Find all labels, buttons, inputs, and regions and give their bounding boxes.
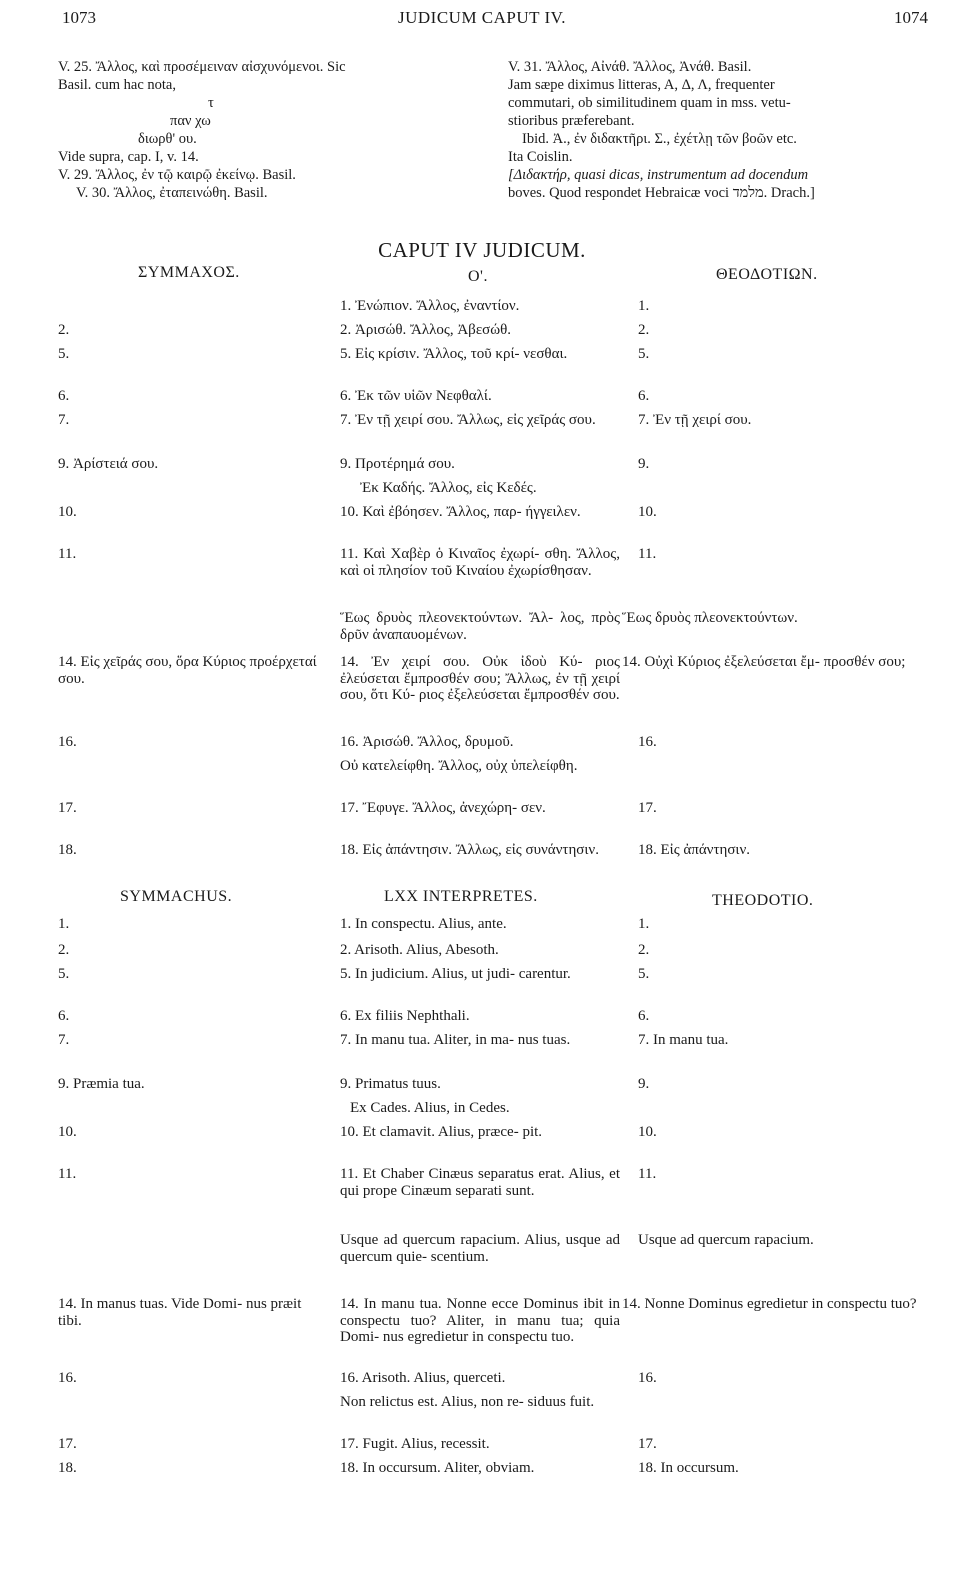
theodotion-cell: Ἕως δρυὸς πλεονεκτούντων. [622,610,798,626]
lxx-cell: 14. In manu tua. Nonne ecce Dominus ibit in conspectu tuo? Aliter, in manu tua; quia Domi- nus egredietur in conspectu tuo. [340,1296,620,1345]
symmachus-cell: 9. Ἀρίστειά σου. [58,456,159,472]
lxx-cell: 16. Ἀρισώθ. Ἄλλος, δρυμοῦ. [340,734,514,750]
lxx-cell: Usque ad quercum rapacium. Alius, usque ad quercum quie- scentium. [340,1232,620,1265]
theodotion-cell: 6. [638,1008,650,1024]
theodotion-cell: 7. In manu tua. [638,1032,729,1048]
latin-head-theodotion: THEODOTIO. [712,892,814,909]
lxx-cell: 1. In conspectu. Alius, ante. [340,916,507,932]
theodotion-cell: 1. [638,916,650,932]
note-line: V. 25. Ἄλλος, καὶ προσέμειναν αἰσχυνόμενοι. Sic [58,59,346,75]
note-line: stioribus præferebant. [508,113,635,129]
note-line: Ibid. Ἀ., ἐν διδακτῆρι. Σ., ἐχέτλῃ τῶν βοῶν etc. [522,131,797,147]
theodotion-cell: 18. Εἰς ἀπάντησιν. [638,842,750,858]
note-line: Jam sæpe diximus litteras, A, Δ, Λ, frequenter [508,77,775,93]
theodotion-cell: 2. [638,942,650,958]
running-title: JUDICUM CAPUT IV. [398,8,566,27]
greek-head-symmachus: ΣΥΜΜΑΧΟΣ. [138,264,240,281]
note-line: παν χω [170,113,211,129]
symmachus-cell: 9. Præmia tua. [58,1076,145,1092]
lxx-cell: 10. Et clamavit. Alius, præce- pit. [340,1124,543,1140]
symmachus-cell: 11. [58,1166,77,1182]
symmachus-cell: 17. [58,800,77,816]
symmachus-cell: 16. [58,734,77,750]
theodotion-cell: 2. [638,322,650,338]
latin-head-symmachus: SYMMACHUS. [120,888,233,905]
lxx-cell: 11. Et Chaber Cinæus separatus erat. Alius, et qui prope Cinæum separati sunt. [340,1166,620,1199]
symmachus-cell: 14. In manus tuas. Vide Domi- nus præit tibi. [58,1296,302,1329]
symmachus-cell: 7. [58,412,70,428]
note-line: τ [208,95,214,111]
theodotion-cell: 1. [638,298,650,314]
lxx-cell: 10. Καὶ ἐβόησεν. Ἄλλος, παρ- ήγγειλεν. [340,504,581,520]
notes-left [58,58,478,202]
theodotion-cell: 5. [638,966,650,982]
note-line: Basil. cum hac nota, [58,77,176,93]
lxx-cell: 16. Arisoth. Alius, querceti. [340,1370,506,1386]
theodotion-cell: 5. [638,346,650,362]
theodotion-cell: 17. [638,1436,657,1452]
lxx-cell: 11. Καὶ Χαβὲρ ὁ Κιναῖος ἐχωρί- σθη. Ἄλλος, καὶ οἱ πλησίον τοῦ Κιναίου ἐχωρίσθησαν. [340,546,620,579]
symmachus-cell: 2. [58,942,70,958]
lxx-cell: 2. Arisoth. Alius, Abesoth. [340,942,499,958]
lxx-cell: 5. Εἰς κρίσιν. Ἄλλος, τοῦ κρί- νεσθαι. [340,346,568,362]
section-title: CAPUT IV JUDICUM. [378,238,586,262]
note-line: V. 29. Ἄλλος, ἐν τῷ καιρῷ ἐκείνῳ. Basil. [58,167,296,183]
lxx-cell: 9. Προτέρημά σου. [340,456,455,472]
notes-right [508,58,928,202]
symmachus-cell: 10. [58,1124,77,1140]
note-line: boves. Quod respondet Hebraicæ voci מלמד. Drach.] [508,185,815,201]
lxx-cell: Non relictus est. Alius, non re- siduus fuit. [340,1394,595,1410]
theodotion-cell: 11. [638,546,657,562]
page-number-right: 1074 [894,8,928,27]
note-line: Ita Coislin. [508,149,573,165]
lxx-cell: 18. In occursum. Aliter, obviam. [340,1460,535,1476]
symmachus-cell: 14. Εἰς χεῖράς σου, ὅρα Κύριος προέρχεταί σου. [58,654,317,687]
note-line: διωρθ' ου. [138,131,197,147]
note-line: commutari, ob similitudinem quam in mss. vetu- [508,95,791,111]
lxx-cell: Ἐκ Καδής. Ἄλλος, εἰς Κεδές. [360,480,537,496]
lxx-cell: 18. Εἰς ἀπάντησιν. Ἄλλως, εἰς συνάντησιν. [340,842,599,858]
lxx-cell: Οὐ κατελείφθη. Ἄλλος, οὐχ ὑπελείφθη. [340,758,578,774]
page-number-left: 1073 [62,8,96,27]
lxx-cell: 7. In manu tua. Aliter, in ma- nus tuas. [340,1032,571,1048]
theodotion-cell: 18. In occursum. [638,1460,739,1476]
symmachus-cell: 2. [58,322,70,338]
theodotion-cell: 9. [638,456,650,472]
theodotion-cell: 14. Nonne Dominus egredietur in conspectu tuo? [622,1296,917,1312]
symmachus-cell: 1. [58,916,70,932]
theodotion-cell: 10. [638,1124,657,1140]
lxx-cell: Ex Cades. Alius, in Cedes. [350,1100,510,1116]
symmachus-cell: 7. [58,1032,70,1048]
lxx-cell: 2. Ἀρισώθ. Ἄλλος, Ἀβεσώθ. [340,322,512,338]
lxx-cell: Ἕως δρυὸς πλεονεκτούντων. Ἄλ- λος, πρὸς δρῦν ἀναπαυομένων. [340,610,620,643]
symmachus-cell: 6. [58,388,70,404]
lxx-cell: 17. Ἔφυγε. Ἄλλος, ἀνεχώρη- σεν. [340,800,546,816]
lxx-cell: 17. Fugit. Alius, recessit. [340,1436,490,1452]
lxx-cell: 14. Ἐν χειρί σου. Οὐκ ἰδοὺ Κύ- ριος ἐλεύσεται ἔμπροσθέν σου; Ἄλλως, ἐν τῇ χειρί σου, ὅτι Κύ- ριος ἐξελεύσεται ἔμπροσθέν σου. [340,654,620,703]
note-line: V. 31. Ἄλλος, Αἰνάθ. Ἄλλος, Ἀνάθ. Basil. [508,59,752,75]
theodotion-cell: 6. [638,388,650,404]
theodotion-cell: 16. [638,734,657,750]
symmachus-cell: 18. [58,1460,77,1476]
theodotion-cell: Usque ad quercum rapacium. [638,1232,814,1248]
symmachus-cell: 5. [58,346,70,362]
lxx-cell: 5. In judicium. Alius, ut judi- carentur. [340,966,571,982]
greek-head-lxx: Ο'. [468,268,488,285]
theodotion-cell: 11. [638,1166,657,1182]
theodotion-cell: 17. [638,800,657,816]
lxx-cell: 7. Ἐν τῇ χειρί σου. Ἄλλως, εἰς χεῖράς σου. [340,412,596,428]
lxx-cell: 6. Ἐκ τῶν υἱῶν Νεφθαλί. [340,388,492,404]
lxx-cell: 1. Ἐνώπιον. Ἄλλος, ἐναντίον. [340,298,520,314]
theodotion-cell: 9. [638,1076,650,1092]
theodotion-cell: 16. [638,1370,657,1386]
lxx-cell: 9. Primatus tuus. [340,1076,441,1092]
symmachus-cell: 11. [58,546,77,562]
theodotion-cell: 10. [638,504,657,520]
lxx-cell: 6. Ex filiis Nephthali. [340,1008,470,1024]
theodotion-cell: 14. Οὐχὶ Κύριος ἐξελεύσεται ἔμ- προσθέν σου; [622,654,906,670]
note-line: V. 30. Ἄλλος, ἐταπεινώθη. Basil. [76,185,268,201]
note-line: [Διδακτήρ, quasi dicas, instrumentum ad docendum [508,167,809,183]
symmachus-cell: 17. [58,1436,77,1452]
symmachus-cell: 6. [58,1008,70,1024]
latin-head-lxx: LXX INTERPRETES. [384,888,538,905]
symmachus-cell: 16. [58,1370,77,1386]
theodotion-cell: 7. Ἐν τῇ χειρί σου. [638,412,752,428]
symmachus-cell: 18. [58,842,77,858]
symmachus-cell: 5. [58,966,70,982]
symmachus-cell: 10. [58,504,77,520]
greek-head-theodotion: ΘΕΟΔΟΤΙΩΝ. [716,266,818,283]
note-line: Vide supra, cap. I, v. 14. [58,149,199,165]
